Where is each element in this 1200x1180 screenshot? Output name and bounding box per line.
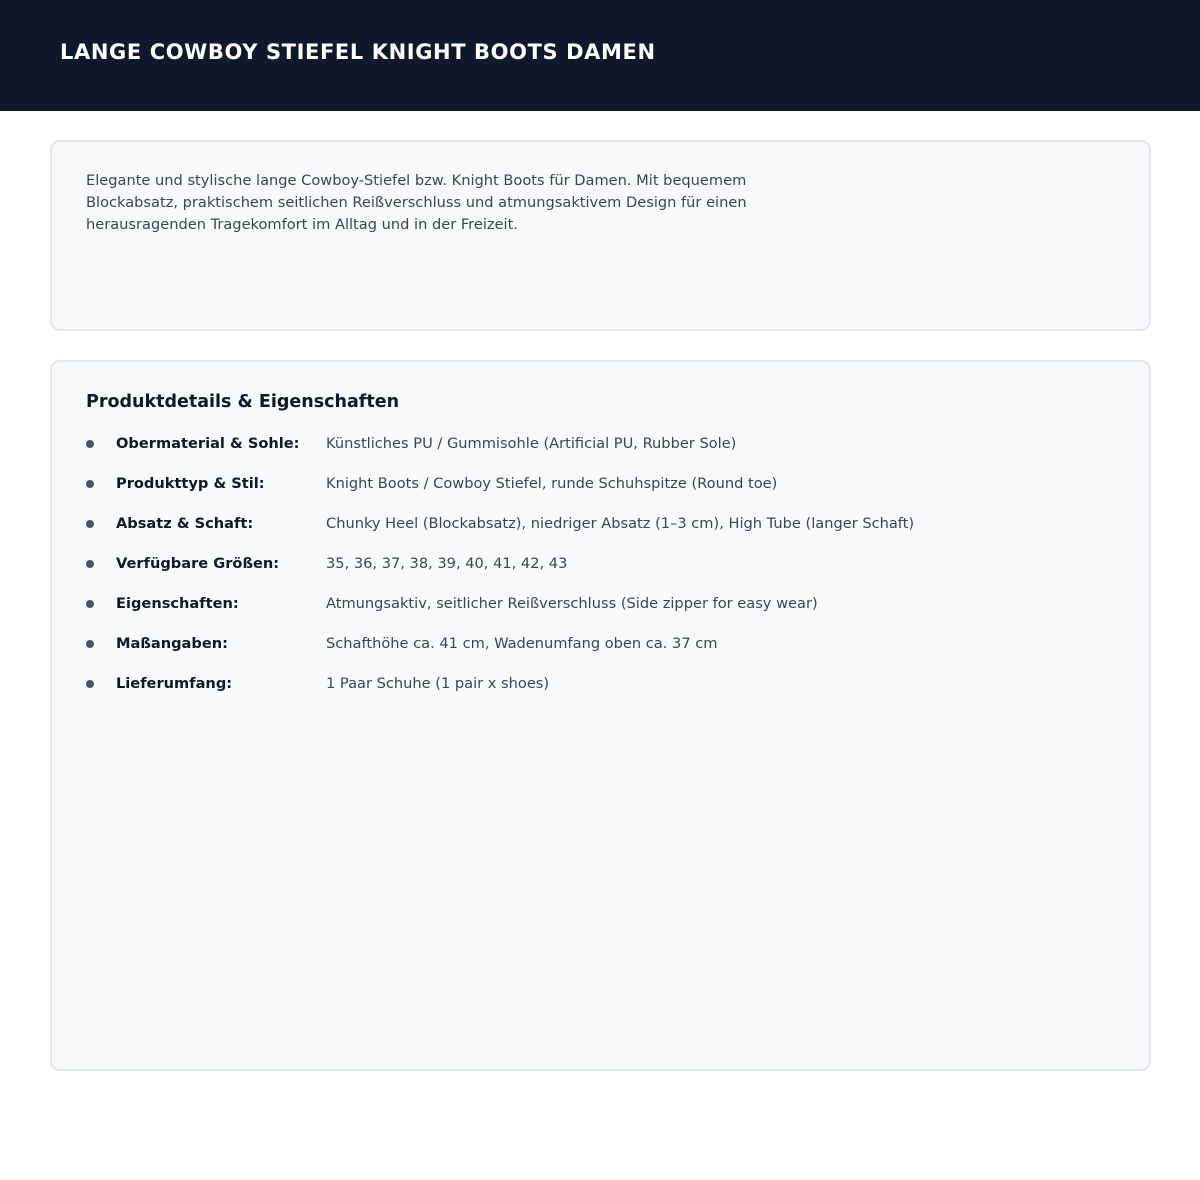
bullet-icon	[86, 680, 94, 688]
detail-item-material	[52, 432, 1149, 472]
detail-item-features	[52, 592, 1149, 632]
detail-label: Verfügbare Größen:	[116, 555, 280, 572]
bullet-icon	[86, 640, 94, 648]
bullet-icon	[86, 480, 94, 488]
detail-label: Eigenschaften:	[116, 595, 239, 612]
detail-item-contents	[52, 672, 1149, 712]
bullet-icon	[86, 440, 94, 448]
detail-item-dimensions	[52, 632, 1149, 672]
bullet-icon	[86, 520, 94, 528]
page-header	[0, 0, 1200, 111]
details-title: Produktdetails & Eigenschaften	[86, 392, 400, 412]
detail-value: Chunky Heel (Blockabsatz), niedriger Absatz (1–3 cm), High Tube (langer Schaft)	[326, 515, 915, 532]
detail-label: Produkttyp & Stil:	[116, 475, 265, 492]
detail-item-sizes	[52, 552, 1149, 592]
detail-value: Knight Boots / Cowboy Stiefel, runde Schuhspitze (Round toe)	[326, 475, 778, 492]
detail-value: 1 Paar Schuhe (1 pair x shoes)	[326, 675, 550, 692]
detail-label: Maßangaben:	[116, 635, 228, 652]
detail-value: Schafthöhe ca. 41 cm, Wadenumfang oben ca. 37 cm	[326, 635, 718, 652]
bullet-icon	[86, 560, 94, 568]
detail-label: Obermaterial & Sohle:	[116, 435, 300, 452]
detail-label: Absatz & Schaft:	[116, 515, 254, 532]
detail-item-type	[52, 472, 1149, 512]
product-description: Elegante und stylische lange Cowboy-Stiefel bzw. Knight Boots für Damen. Mit bequemem Blockabsatz, praktischem seitlichen Reißverschluss und atmungsaktivem Design für einen herausragenden Tragekomfort im Alltag und in der Freizeit.	[86, 172, 747, 233]
detail-item-heel	[52, 512, 1149, 552]
detail-value: Atmungsaktiv, seitlicher Reißverschluss (Side zipper for easy wear)	[326, 595, 818, 612]
detail-value: Künstliches PU / Gummisohle (Artificial PU, Rubber Sole)	[326, 435, 737, 452]
detail-value: 35, 36, 37, 38, 39, 40, 41, 42, 43	[326, 555, 568, 572]
bullet-icon	[86, 600, 94, 608]
description-card	[50, 140, 1151, 331]
detail-label: Lieferumfang:	[116, 675, 233, 692]
details-card	[50, 360, 1151, 1071]
page-title: LANGE COWBOY STIEFEL KNIGHT BOOTS DAMEN	[60, 40, 656, 64]
details-list	[52, 432, 1149, 712]
